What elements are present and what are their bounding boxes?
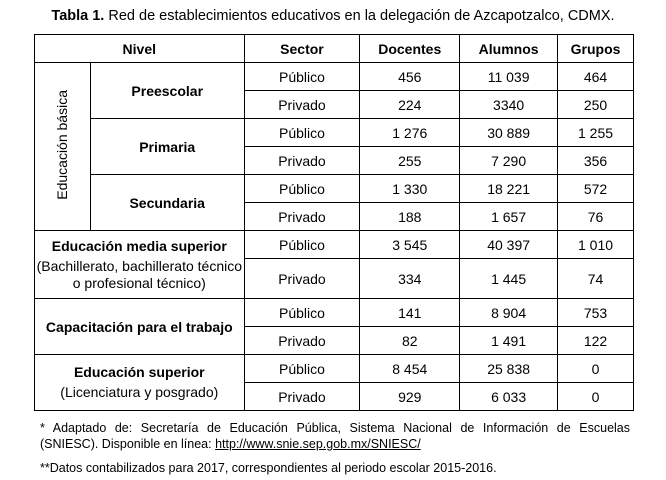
cell-alumnos: 1 657	[460, 203, 558, 231]
data-table	[34, 34, 634, 411]
cell-docentes: 456	[360, 63, 460, 91]
header-alumnos: Alumnos	[460, 35, 558, 63]
media-superior-subtitle: (Bachillerato, bachillerato técnico o profesional técnico)	[36, 257, 243, 291]
cell-docentes: 8 454	[360, 355, 460, 383]
header-sector: Sector	[244, 35, 360, 63]
level-superior	[35, 355, 245, 411]
cell-grupos: 1 010	[558, 231, 634, 259]
table-row	[35, 299, 634, 327]
footnote-source-text: * Adaptado de: Secretaría de Educación Pública, Sistema Nacional de Información de Escuelas (SNIESC). Disponible en línea:	[40, 421, 630, 451]
cell-alumnos: 30 889	[460, 119, 558, 147]
table-row	[35, 355, 634, 383]
table-row	[35, 119, 634, 147]
cell-grupos: 0	[558, 383, 634, 411]
cell-docentes: 3 545	[360, 231, 460, 259]
cell-grupos: 250	[558, 91, 634, 119]
cell-alumnos: 18 221	[460, 175, 558, 203]
cell-sector: Público	[244, 63, 360, 91]
cell-alumnos: 7 290	[460, 147, 558, 175]
cell-grupos: 0	[558, 355, 634, 383]
cell-alumnos: 11 039	[460, 63, 558, 91]
cell-sector: Privado	[244, 203, 360, 231]
caption-text: Red de establecimientos educativos en la delegación de Azcapotzalco, CDMX.	[104, 8, 615, 24]
cell-sector: Privado	[244, 327, 360, 355]
cell-alumnos: 1 445	[460, 259, 558, 299]
cell-sector: Público	[244, 119, 360, 147]
cell-sector: Privado	[244, 259, 360, 299]
cell-docentes: 224	[360, 91, 460, 119]
table-row	[35, 175, 634, 203]
footnote-source	[40, 420, 630, 452]
cell-sector: Público	[244, 175, 360, 203]
cell-sector: Público	[244, 299, 360, 327]
level-preescolar: Preescolar	[90, 63, 244, 119]
cell-alumnos: 1 491	[460, 327, 558, 355]
cell-docentes: 1 276	[360, 119, 460, 147]
cell-alumnos: 8 904	[460, 299, 558, 327]
cell-docentes: 82	[360, 327, 460, 355]
level-primaria: Primaria	[90, 119, 244, 175]
level-secundaria: Secundaria	[90, 175, 244, 231]
cell-sector: Público	[244, 355, 360, 383]
media-superior-title: Educación media superior	[51, 237, 227, 254]
superior-title: Educación superior	[73, 364, 205, 380]
level-capacitacion: Capacitación para el trabajo	[35, 299, 245, 355]
cell-sector: Privado	[244, 91, 360, 119]
cell-grupos: 572	[558, 175, 634, 203]
cell-docentes: 188	[360, 203, 460, 231]
basica-label: Educación básica	[54, 90, 71, 200]
cell-grupos: 76	[558, 203, 634, 231]
cell-sector: Público	[244, 231, 360, 259]
header-nivel: Nivel	[35, 35, 245, 63]
cell-alumnos: 25 838	[460, 355, 558, 383]
header-docentes: Docentes	[360, 35, 460, 63]
cell-docentes: 255	[360, 147, 460, 175]
cell-alumnos: 6 033	[460, 383, 558, 411]
cell-sector: Privado	[244, 147, 360, 175]
cell-sector: Privado	[244, 383, 360, 411]
caption-prefix: Tabla 1.	[51, 8, 105, 24]
footnote-data-period: **Datos contabilizados para 2017, correspondientes al periodo escolar 2015-2016.	[40, 461, 497, 475]
header-grupos: Grupos	[558, 35, 634, 63]
cell-grupos: 464	[558, 63, 634, 91]
cell-grupos: 356	[558, 147, 634, 175]
header-row	[35, 35, 634, 63]
cell-docentes: 141	[360, 299, 460, 327]
cell-alumnos: 3340	[460, 91, 558, 119]
basica-group-label	[35, 63, 91, 231]
cell-docentes: 1 330	[360, 175, 460, 203]
cell-grupos: 122	[558, 327, 634, 355]
table-row	[35, 63, 634, 91]
cell-docentes: 929	[360, 383, 460, 411]
cell-grupos: 74	[558, 259, 634, 299]
cell-grupos: 1 255	[558, 119, 634, 147]
table-caption	[0, 8, 666, 24]
level-media-superior	[35, 231, 245, 299]
source-link[interactable]: http://www.snie.sep.gob.mx/SNIESC/	[215, 437, 421, 451]
superior-subtitle: (Licenciatura y posgrado)	[60, 384, 219, 400]
table-row	[35, 231, 634, 259]
cell-grupos: 753	[558, 299, 634, 327]
cell-alumnos: 40 397	[460, 231, 558, 259]
cell-docentes: 334	[360, 259, 460, 299]
